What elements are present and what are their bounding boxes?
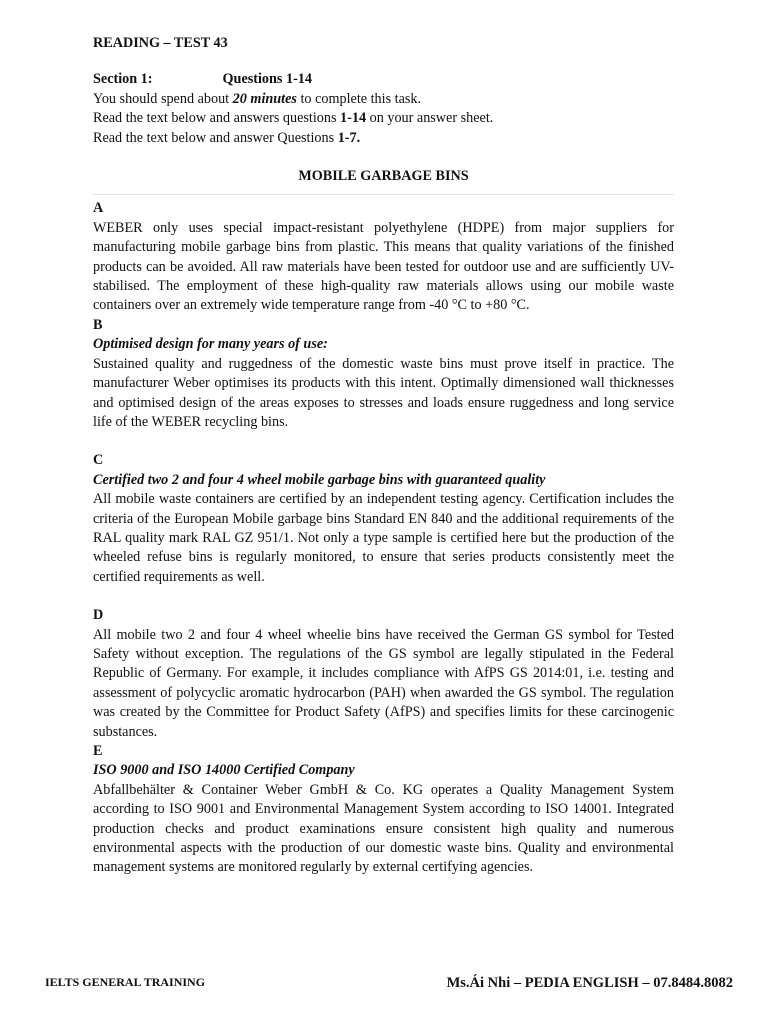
section-letter-b: B [93, 316, 103, 333]
instruction-line-2: Read the text below and answers questions 1-14 on your answer sheet. [93, 110, 494, 127]
section-subtitle-e: ISO 9000 and ISO 14000 Certified Company [93, 762, 355, 779]
spacer [93, 587, 674, 606]
section-label: Section 1: [93, 71, 153, 88]
section-letter-c: C [93, 452, 104, 469]
spacer [93, 432, 674, 451]
section-body-e: Abfallbehälter & Container Weber GmbH & Co. KG operates a Quality Management System according to ISO 9001 and Environmental Management System according to ISO 14001. Integrated production checks and product examinations ensure consistent high quality and numerous environmental aspects with the production of our domestic waste bins. Quality and environmental management systems are monitored regularly by external certifying agencies. [93, 781, 674, 876]
document-page [93, 34, 674, 878]
section-letter-a: A [93, 200, 104, 217]
section-letter-d: D [93, 607, 104, 624]
section-letter-e: E [93, 743, 103, 759]
article-title: MOBILE GARBAGE BINS [298, 168, 469, 185]
divider [93, 194, 674, 195]
section-body-b: Sustained quality and ruggedness of the domestic waste bins must prove itself in practice. The manufacturer Weber optimises its products with this intent. Optimally dimensioned wall thicknesses and optimised design of the areas exposes to stresses and loads ensure ruggedness and long service life of the WEBER recycling bins. [93, 355, 674, 430]
questions-label: Questions 1-14 [222, 71, 312, 88]
instruction-line-1: You should spend about 20 minutes to complete this task. [93, 90, 422, 107]
section-body-c: All mobile waste containers are certified by an independent testing agency. Certification includes the criteria of the European Mobile garbage bins Standard EN 840 and the additional requirements of the RAL quality mark RAL GZ 951/1. Not only a type sample is certified here but the production of the wheeled refuse bins is regularly monitored, to ensure that series products consistently meet the certified requirements as well. [93, 491, 674, 585]
test-title: READING – TEST 43 [93, 35, 228, 51]
section-body-a: WEBER only uses special impact-resistant polyethylene (HDPE) from major suppliers for manufacturing mobile garbage bins from plastic. This means that quality variations of the finished products can be avoided. All raw materials have been tested for outdoor use and are sufficiently UV-stabilised. The employment of these high-quality raw materials allows using our mobile waste containers over an extremely wide temperature range from -40 °C to +80 °C. [93, 219, 674, 314]
section-subtitle-b: Optimised design for many years of use: [93, 336, 328, 353]
footer-left: IELTS GENERAL TRAINING [45, 975, 206, 989]
footer-right: Ms.Ái Nhi – PEDIA ENGLISH – 07.8484.8082 [446, 975, 733, 991]
section-heading [93, 70, 674, 89]
section-subtitle-c: Certified two 2 and four 4 wheel mobile garbage bins with guaranteed quality [93, 471, 546, 488]
instruction-line-3: Read the text below and answer Questions 1-7. [93, 129, 361, 146]
section-body-d: All mobile two 2 and four 4 wheel wheelie bins have received the German GS symbol for Tested Safety without exception. The regulations of the GS symbol are legally stipulated in the Federal Republic of Germany. For example, it includes compliance with AfPS GS 2014:01, i.e. testing and assessment of polycyclic aromatic hydrocarbon (PAH) when awarded the GS symbol. The regulation was created by the Committee for Product Safety (AfPS) and specifies limits for these carcinogenic substances. [93, 626, 674, 740]
